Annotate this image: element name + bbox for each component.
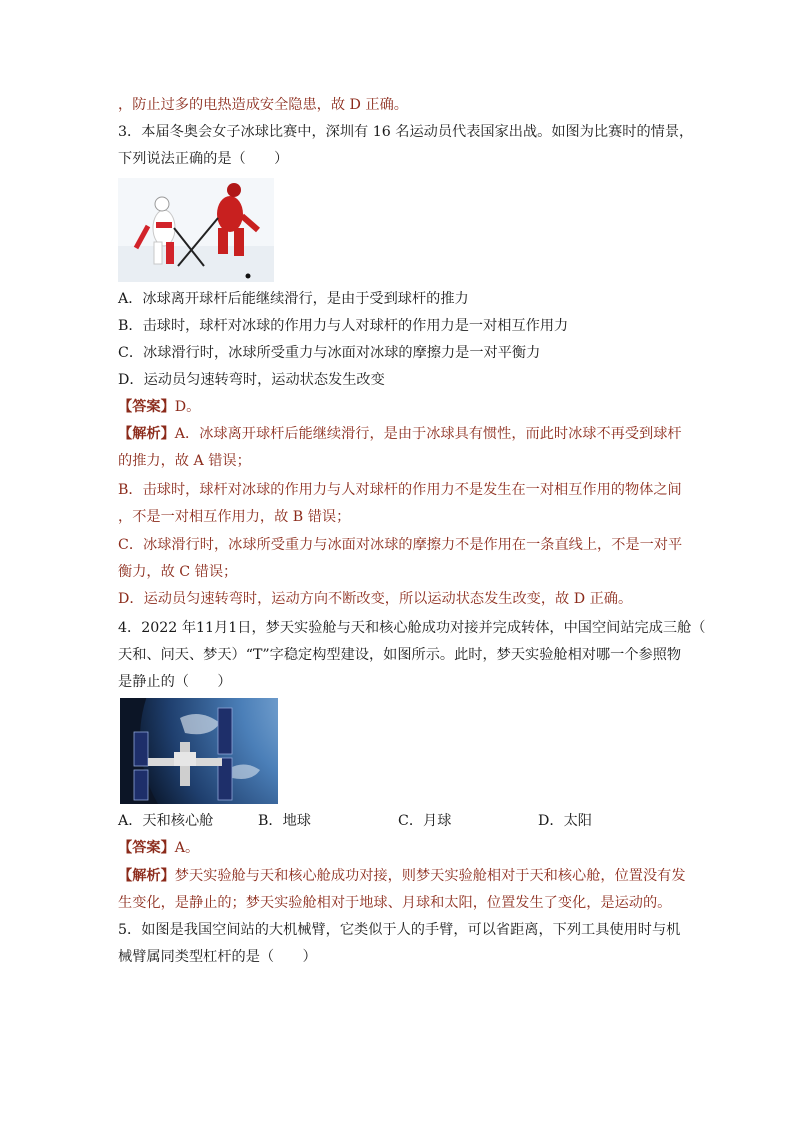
q3-option-a: A．冰球离开球杆后能继续滑行，是由于受到球杆的推力 — [118, 291, 469, 307]
q4-option-d: D．太阳 — [538, 813, 592, 829]
q4-answer — [118, 837, 684, 859]
answer-value: A。 — [174, 840, 200, 856]
answer-label: 【答案】 — [118, 399, 175, 415]
q3-answer — [118, 396, 684, 418]
q4-stem-line1: 4．2022 年11月1日，梦天实验舱与天和核心舱成功对接并完成转体，中国空间站完成三舱（ — [118, 620, 706, 636]
q3-analysis-b1: B．击球时，球杆对冰球的作用力与人对球杆的作用力不是发生在一对相互作用的物体之间 — [118, 482, 682, 498]
hockey-photo — [118, 178, 274, 282]
q4-analysis-line2: 生变化，是静止的；梦天实验舱相对于地球、月球和太阳，位置发生了变化，是运动的。 — [118, 895, 672, 911]
answer-label: 【答案】 — [118, 840, 175, 856]
q5-stem-line2: 械臂属同类型杠杆的是（ ） — [118, 949, 317, 965]
q3-analysis-d1: D．运动员匀速转弯时，运动方向不断改变，所以运动状态发生改变，故 D 正确。 — [118, 591, 633, 607]
analysis-text: A．冰球离开球杆后能继续滑行，是由于冰球具有惯性，而此时冰球不再受到球杆 — [174, 426, 682, 442]
q4-option-b: B．地球 — [258, 813, 311, 829]
q2-tail: ，防止过多的电热造成安全隐患，故 D 正确。 — [118, 97, 408, 113]
analysis-text: 梦天实验舱与天和核心舱成功对接，则梦天实验舱相对于天和核心舱，位置没有发 — [174, 868, 686, 884]
q3-analysis-c1: C．冰球滑行时，冰球所受重力与冰面对冰球的摩擦力不是作用在一条直线上，不是一对平 — [118, 537, 683, 553]
q3-stem-line2: 下列说法正确的是（ ） — [118, 151, 289, 167]
analysis-label: 【解析】 — [118, 868, 175, 884]
q5-stem-line1: 5．如图是我国空间站的大机械臂，它类似于人的手臂，可以省距离，下列工具使用时与机 — [118, 922, 681, 938]
q4-analysis-line1 — [118, 865, 684, 887]
q3-analysis-a1 — [118, 423, 684, 445]
answer-value: D。 — [174, 399, 201, 415]
q4-stem-line2: 天和、问天、梦天）“T”字稳定构型建设，如图所示。此时，梦天实验舱相对哪一个参照物 — [118, 647, 682, 663]
q3-option-c: C．冰球滑行时，冰球所受重力与冰面对冰球的摩擦力是一对平衡力 — [118, 345, 541, 361]
q3-analysis-a2: 的推力，故 A 错误； — [118, 453, 251, 469]
q3-analysis-c2: 衡力，故 C 错误； — [118, 564, 238, 580]
analysis-label: 【解析】 — [118, 426, 175, 442]
q4-option-a: A．天和核心舱 — [118, 813, 214, 829]
q3-option-b: B．击球时，球杆对冰球的作用力与人对球杆的作用力是一对相互作用力 — [118, 318, 569, 334]
q4-option-c: C．月球 — [398, 813, 452, 829]
q3-option-d: D．运动员匀速转弯时，运动状态发生改变 — [118, 372, 385, 388]
q3-analysis-b2: ，不是一对相互作用力，故 B 错误； — [118, 509, 351, 525]
q4-stem-line3: 是静止的（ ） — [118, 674, 232, 690]
space-station-photo — [120, 698, 278, 804]
q4-options — [118, 810, 684, 832]
q3-stem-line1: 3．本届冬奥会女子冰球比赛中，深圳有 16 名运动员代表国家出战。如图为比赛时的情景， — [118, 124, 694, 140]
